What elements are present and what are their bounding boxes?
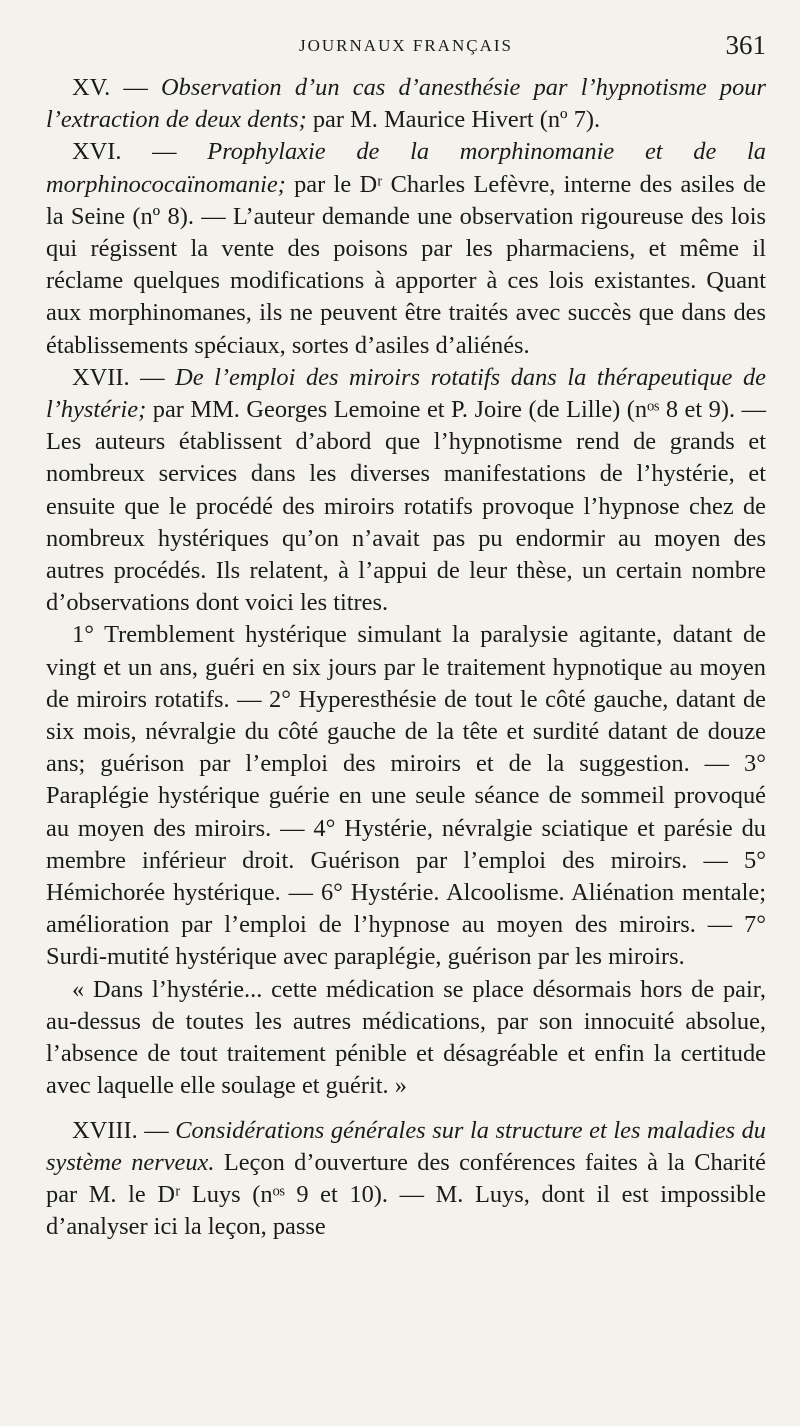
quotation: « Dans l’hystérie... cette médication se place désormais hors de pair, au-dessus de toutes les autres médications, par son innocuité absolue, l’absence de tout traitement pénible et désagréable et enfin la certitude avec laquelle elle soulage et guérit. » <box>46 975 766 1100</box>
entry-xv <box>46 72 766 136</box>
entry-text: par le Dʳ Charles Lefèvre, interne des asiles de la Seine (nº 8). — L’auteur demande une observation rigoureuse des lois qui régissent la vente des poisons par les pharmaciens, et même il réclame quelques modifications à apporter à ces lois existantes. Quant aux morphinomanes, ils ne peuvent être traités avec succès que dans des établissements spéciaux, sortes d’asiles d’aliénés. <box>46 170 766 359</box>
entry-xvi <box>46 136 766 361</box>
page-number: 361 <box>725 30 766 60</box>
entry-xviii <box>46 1115 766 1244</box>
running-head <box>46 30 766 64</box>
entry-title: Prophylaxie de la morphinomanie et de la morphinococaïnomanie; <box>46 138 766 198</box>
entry-xvii <box>46 362 766 620</box>
entry-title: Considérations générales sur la structure et les maladies du système nerveux. <box>46 1116 767 1176</box>
observations-list: 1° Tremblement hystérique simulant la paralysie agitante, datant de vingt et un ans, guéri en six jours par le traitement hypnotique au moyen de miroirs rotatifs. — 2° Hyperesthésie de tout le côté gauche, datant de six mois, névralgie du côté gauche de la tête et surdité datant de douze ans; guérison par l’emploi des miroirs et de la suggestion. — 3° Paraplégie hystérique guérie en une seule séance de sommeil provoqué au moyen des miroirs. — 4° Hystérie, névralgie sciatique et parésie du membre inférieur droit. Guérison par l’emploi des miroirs. — 5° Hémichorée hystérique. — 6° Hystérie. Alcoolisme. Aliénation mentale; amélioration par l’emploi de l’hypnose au moyen des miroirs. — 7° Surdi-mutité hystérique avec paraplégie, guérison par les miroirs. <box>46 621 766 971</box>
entry-number: XV. — <box>72 74 162 101</box>
running-title: JOURNAUX FRANÇAIS <box>299 36 513 55</box>
entry-number: XVI. — <box>72 138 208 166</box>
entry-number: XVIII. — <box>72 1116 176 1144</box>
entry-number: XVII. — <box>72 363 176 391</box>
entry-title: De l’emploi des miroirs rotatifs dans la thérapeutique de l’hystérie; <box>46 363 766 424</box>
body-text <box>46 72 766 1243</box>
entry-text: Leçon d’ouverture des conférences faites à la Charité par M. le Dʳ Luys (nᵒˢ 9 et 10). — M. Luys, dont il est impossible d’analyser ici la leçon, passe <box>46 1148 766 1241</box>
entry-text: par MM. Georges Lemoine et P. Joire (de Lille) (nᵒˢ 8 et 9). — Les auteurs établissent d’abord que l’hypnotisme rend de grands et nombreux services dans les diverses manifestations de l’hystérie, et ensuite que le procédé des miroirs rotatifs provoque l’hypnose chez de nombreux hystériques qu’on n’avait pas pu endormir au moyen des autres procédés. Ils relatent, à l’appui de leur thèse, un certain nombre d’observations dont voici les titres. <box>46 396 766 617</box>
entry-title: Observation d’un cas d’anesthésie par l’hypnotisme pour l’extraction de deux dents; <box>46 74 766 134</box>
entry-text: par M. Maurice Hivert (nº 7). <box>306 106 601 134</box>
